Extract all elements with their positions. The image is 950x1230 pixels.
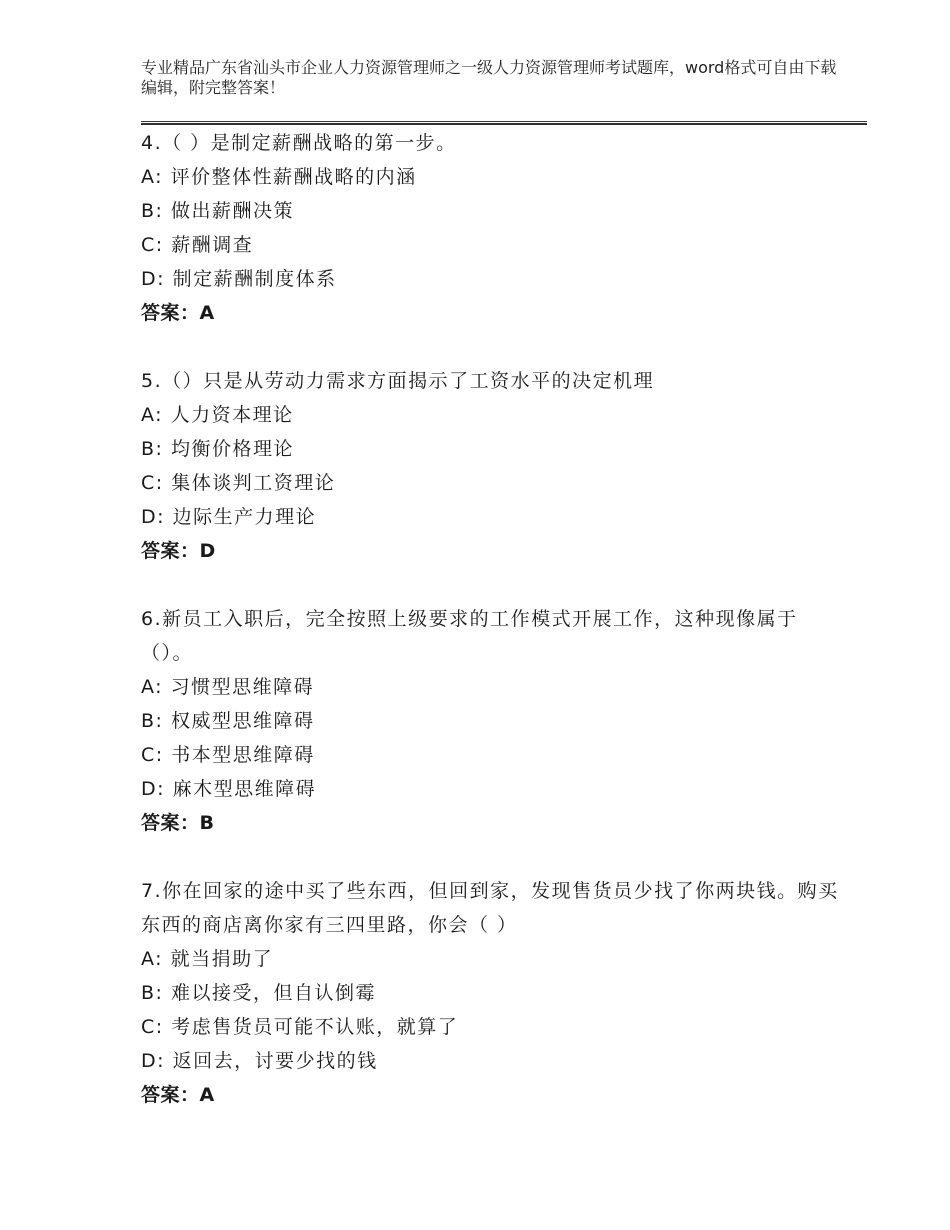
- option-c: C: 薪酬调查: [141, 234, 254, 256]
- question-text: 7.你在回家的途中买了些东西，但回到家，发现售货员少找了你两块钱。购买东西的商店离你家有三四里路，你会（ ）: [141, 880, 839, 936]
- question-list: [141, 126, 841, 1112]
- answer: 答案：B: [141, 812, 215, 834]
- question-5: [141, 364, 841, 568]
- option-a: A: 就当捐助了: [141, 948, 274, 970]
- question-spacer: [141, 568, 841, 602]
- question-spacer: [141, 840, 841, 874]
- option-b: B: 难以接受，但自认倒霉: [141, 982, 376, 1004]
- option-a: A: 评价整体性薪酬战略的内涵: [141, 166, 417, 188]
- answer: 答案：A: [141, 302, 215, 324]
- option-b: B: 做出薪酬决策: [141, 200, 294, 222]
- header-divider: [141, 121, 867, 125]
- option-d: D: 边际生产力理论: [141, 506, 317, 528]
- option-c: C: 集体谈判工资理论: [141, 472, 336, 494]
- question-6: [141, 602, 841, 840]
- option-b: B: 均衡价格理论: [141, 438, 294, 460]
- option-c: C: 书本型思维障碍: [141, 744, 315, 766]
- question-4: [141, 126, 841, 330]
- answer: 答案：A: [141, 1084, 215, 1106]
- option-a: A: 人力资本理论: [141, 404, 294, 426]
- option-d: D: 返回去，讨要少找的钱: [141, 1050, 378, 1072]
- document-header: 专业精品广东省汕头市企业人力资源管理师之一级人力资源管理师考试题库，word格式可自由下载编辑，附完整答案！: [141, 58, 837, 97]
- option-a: A: 习惯型思维障碍: [141, 676, 315, 698]
- option-c: C: 考虑售货员可能不认账，就算了: [141, 1016, 459, 1038]
- option-d: D: 制定薪酬制度体系: [141, 268, 337, 290]
- question-text: 6.新员工入职后，完全按照上级要求的工作模式开展工作，这种现像属于（）。: [141, 608, 798, 664]
- question-7: [141, 874, 841, 1112]
- question-text: 4.（ ）是制定薪酬战略的第一步。: [141, 132, 457, 154]
- question-spacer: [141, 330, 841, 364]
- answer: 答案：D: [141, 540, 216, 562]
- question-text: 5.（）只是从劳动力需求方面揭示了工资水平的决定机理: [141, 370, 655, 392]
- option-b: B: 权威型思维障碍: [141, 710, 315, 732]
- option-d: D: 麻木型思维障碍: [141, 778, 317, 800]
